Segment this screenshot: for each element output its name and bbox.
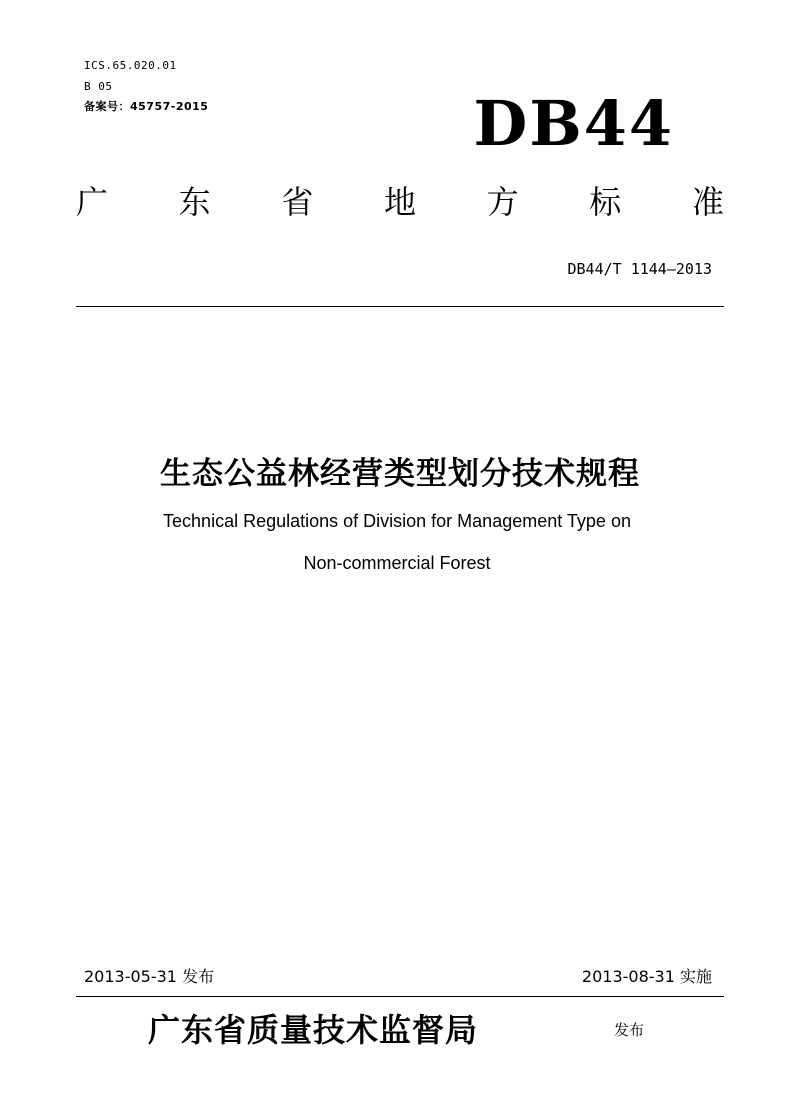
standard-code-logo: DB44 — [473, 87, 674, 160]
classification-code: B 05 — [84, 80, 113, 93]
filing-number: 备案号：45757-2015 — [84, 100, 209, 113]
implementation-date: 2013-08-31 实施 — [581, 967, 712, 986]
footer-divider — [76, 996, 724, 997]
ics-code: ICS.65.020.01 — [84, 59, 177, 72]
standard-type-char: 省 — [281, 183, 314, 221]
standard-type-char: 广 — [76, 183, 109, 221]
standard-type-char: 方 — [486, 183, 519, 221]
issue-date: 2013-05-31 发布 — [84, 967, 215, 986]
standard-type-char: 标 — [589, 183, 622, 221]
issuing-authority-suffix: 发布 — [614, 1021, 645, 1039]
header-divider — [76, 306, 724, 307]
standard-type-char: 准 — [691, 183, 724, 221]
standard-number: DB44/T 1144—2013 — [567, 260, 712, 278]
standard-type-char: 地 — [383, 183, 416, 221]
standard-type-heading — [76, 180, 724, 224]
issuing-authority: 广东省质量技术监督局 — [148, 1011, 479, 1049]
document-title-chinese: 生态公益林经营类型划分技术规程 — [160, 456, 640, 492]
standard-type-char: 东 — [178, 183, 211, 221]
document-title-english-line2: Non-commercial Forest — [303, 553, 491, 573]
document-title-english-line1: Technical Regulations of Division for Management Type on — [163, 511, 631, 531]
